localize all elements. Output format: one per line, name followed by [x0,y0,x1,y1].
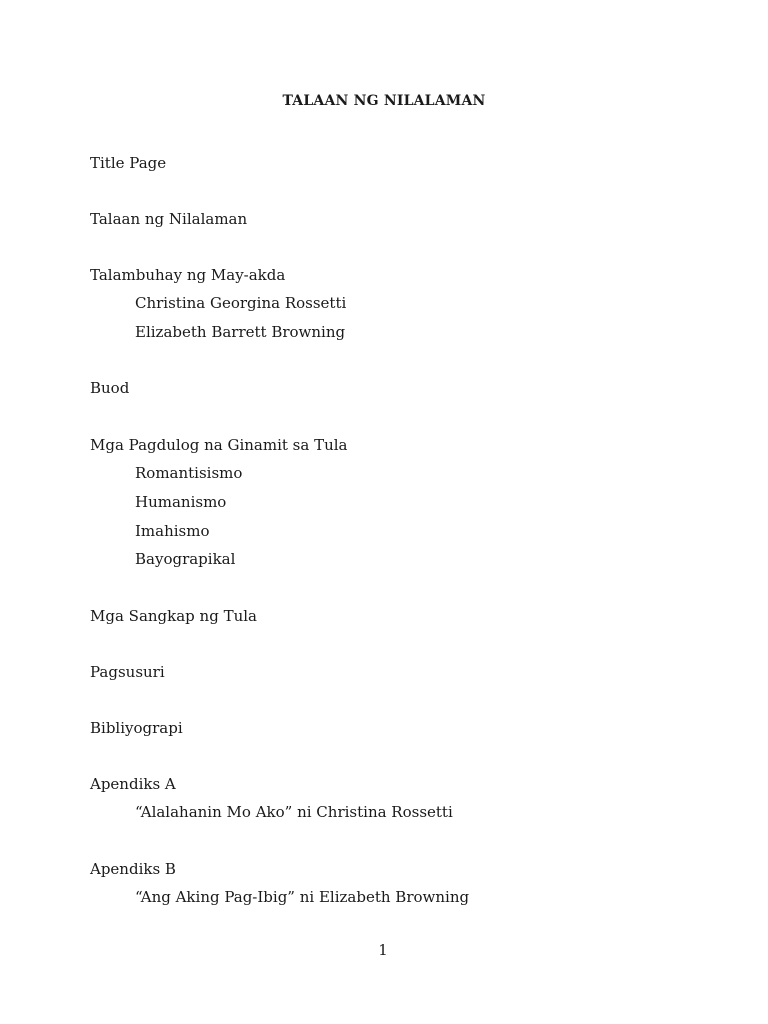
toc-entry-buod: Buod [90,379,130,397]
toc-entry-bibliyograpi: Bibliyograpi [90,719,183,737]
toc-entry-pagsusuri: Pagsusuri [90,663,165,681]
toc-subentry-browning: Elizabeth Barrett Browning [135,323,346,341]
page-number: 1 [378,941,388,959]
toc-subentry-apendiks-b: “Ang Aking Pag-Ibig” ni Elizabeth Browning [135,888,470,906]
toc-entry-title-page: Title Page [90,154,167,172]
toc-entry-sangkap: Mga Sangkap ng Tula [90,607,257,625]
toc-entry-talambuhay: Talambuhay ng May-akda [90,266,286,284]
toc-entry-pagdulog: Mga Pagdulog na Ginamit sa Tula [90,436,348,454]
toc-entry-apendiks-b: Apendiks B [90,860,176,878]
toc-subentry-apendiks-a: “Alalahanin Mo Ako” ni Christina Rossetti [135,803,453,821]
page-title: TALAAN NG NILALAMAN [282,93,486,109]
toc-subentry-imahismo: Imahismo [135,522,210,540]
toc-subentry-romantisismo: Romantisismo [135,464,243,482]
toc-entry-apendiks-a: Apendiks A [90,775,176,793]
toc-subentry-humanismo: Humanismo [135,493,227,511]
toc-entry-talaan: Talaan ng Nilalaman [90,210,248,228]
toc-subentry-rossetti: Christina Georgina Rossetti [135,294,347,312]
toc-subentry-bayograpikal: Bayograpikal [135,550,236,568]
